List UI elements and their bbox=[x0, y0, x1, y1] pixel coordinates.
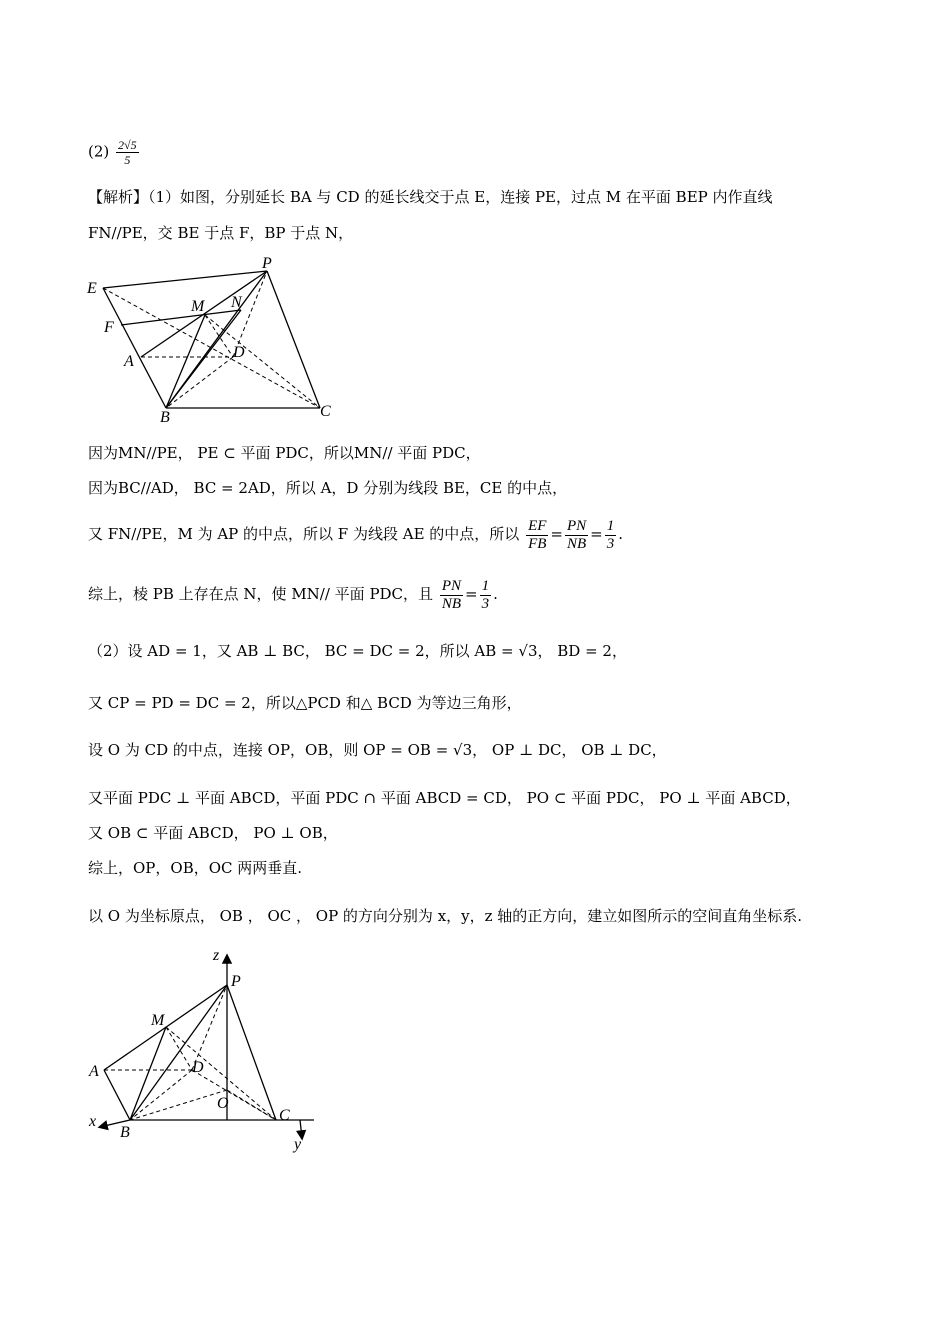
solution-line-5: 又 FN//PE，M 为 AP 的中点，所以 F 为线段 AE 的中点，所以 $\frac{EF}{FB}$ = $\frac{PN}{NB}$ = $\frac{1}{3}$ . bbox=[88, 517, 624, 552]
fraction-pn-nb-den: NB bbox=[567, 535, 587, 552]
fig1-label-P: P bbox=[262, 255, 272, 272]
solution-line-6: 综上，棱 PB 上存在点 N，使 MN// 平面 PDC，且 $\frac{PN}{NB}$ = $\frac{1}{3}$ . bbox=[88, 577, 498, 612]
fig1-label-A: A bbox=[124, 353, 134, 370]
fig2-label-A: A bbox=[89, 1063, 99, 1080]
fraction-pn-nb-num: PN bbox=[567, 517, 587, 534]
fig1-label-B: B bbox=[160, 409, 170, 426]
fig2-label-M: M bbox=[151, 1012, 165, 1029]
fraction-pn-nb bbox=[565, 518, 588, 553]
solution-line-4: 因为BC//AD， BC = 2AD，所以 A，D 分别为线段 BE，CE 的中点， bbox=[88, 479, 568, 497]
figure-2-coordinate-system bbox=[80, 942, 330, 1157]
solution-line-9: 设 O 为 CD 的中点，连接 OP，OB，则 OP = OB = √3， OP ⊥ DC， OB ⊥ DC， bbox=[88, 741, 667, 759]
answer-2-fraction bbox=[116, 138, 139, 167]
fraction-one-third-2-num: 1 bbox=[481, 577, 490, 594]
fig1-label-D: D bbox=[233, 344, 245, 361]
fraction-one-third-2 bbox=[480, 578, 492, 613]
answer-2 bbox=[88, 138, 141, 167]
answer-2-denominator: 5 bbox=[124, 153, 131, 167]
fraction-ef-fb-num: EF bbox=[528, 517, 547, 534]
fig2-label-B: B bbox=[120, 1124, 130, 1141]
solution-line-3: 因为MN//PE， PE ⊂ 平面 PDC，所以MN// 平面 PDC， bbox=[88, 444, 481, 462]
fig1-label-M: M bbox=[191, 298, 205, 315]
answer-2-numerator: 2√5 bbox=[118, 138, 137, 152]
fig2-label-P: P bbox=[231, 973, 241, 990]
solution-line-8: 又 CP = PD = DC = 2，所以△PCD 和△ BCD 为等边三角形， bbox=[88, 694, 522, 712]
fig2-label-y: y bbox=[294, 1136, 302, 1153]
answer-2-label: (2) bbox=[88, 142, 110, 161]
fraction-pn-nb-2-den: NB bbox=[441, 595, 461, 612]
fraction-one-third-num: 1 bbox=[606, 517, 615, 534]
solution-line-12: 综上，OP，OB，OC 两两垂直. bbox=[88, 859, 303, 877]
fraction-ef-fb bbox=[526, 518, 548, 553]
solution-line-6-text: 综上，棱 PB 上存在点 N，使 MN// 平面 PDC，且 bbox=[88, 585, 434, 603]
fig2-label-z: z bbox=[213, 947, 220, 964]
fig2-label-O: O bbox=[217, 1095, 229, 1112]
fig1-label-N: N bbox=[231, 294, 242, 311]
solution-line-13: 以 O 为坐标原点， OB ， OC ， OP 的方向分别为 x，y，z 轴的正方向，建立如图所示的空间直角坐标系. bbox=[88, 907, 803, 925]
fig1-label-F: F bbox=[104, 319, 114, 336]
fig2-label-D: D bbox=[192, 1059, 204, 1076]
fraction-ef-fb-den: FB bbox=[528, 535, 547, 552]
fig2-label-C: C bbox=[279, 1107, 290, 1124]
fraction-one-third bbox=[605, 518, 617, 553]
solution-line-10: 又平面 PDC ⊥ 平面 ABCD，平面 PDC ∩ 平面 ABCD = CD， PO ⊂ 平面 PDC， PO ⊥ 平面 ABCD， bbox=[88, 789, 801, 807]
fraction-pn-nb-2 bbox=[440, 578, 463, 613]
fraction-one-third-2-den: 3 bbox=[481, 595, 490, 612]
solution-line-2: FN//PE，交 BE 于点 F，BP 于点 N， bbox=[88, 224, 354, 242]
figure-1-pyramid bbox=[80, 250, 350, 430]
fraction-one-third-den: 3 bbox=[606, 535, 615, 552]
fig2-label-x: x bbox=[89, 1113, 97, 1130]
fig1-label-E: E bbox=[87, 280, 97, 297]
solution-line-5-text: 又 FN//PE，M 为 AP 的中点，所以 F 为线段 AE 的中点，所以 bbox=[88, 525, 520, 543]
solution-line-7: （2）设 AD = 1，又 AB ⊥ BC， BC = DC = 2，所以 AB = √3， BD = 2， bbox=[88, 642, 627, 660]
fraction-pn-nb-2-num: PN bbox=[441, 577, 461, 594]
solution-line-11: 又 OB ⊂ 平面 ABCD， PO ⊥ OB， bbox=[88, 824, 338, 842]
solution-line-1: 【解析】（1）如图，分别延长 BA 与 CD 的延长线交于点 E，连接 PE，过点 M 在平面 BEP 内作直线 bbox=[88, 188, 773, 206]
fig1-label-C: C bbox=[320, 403, 331, 420]
